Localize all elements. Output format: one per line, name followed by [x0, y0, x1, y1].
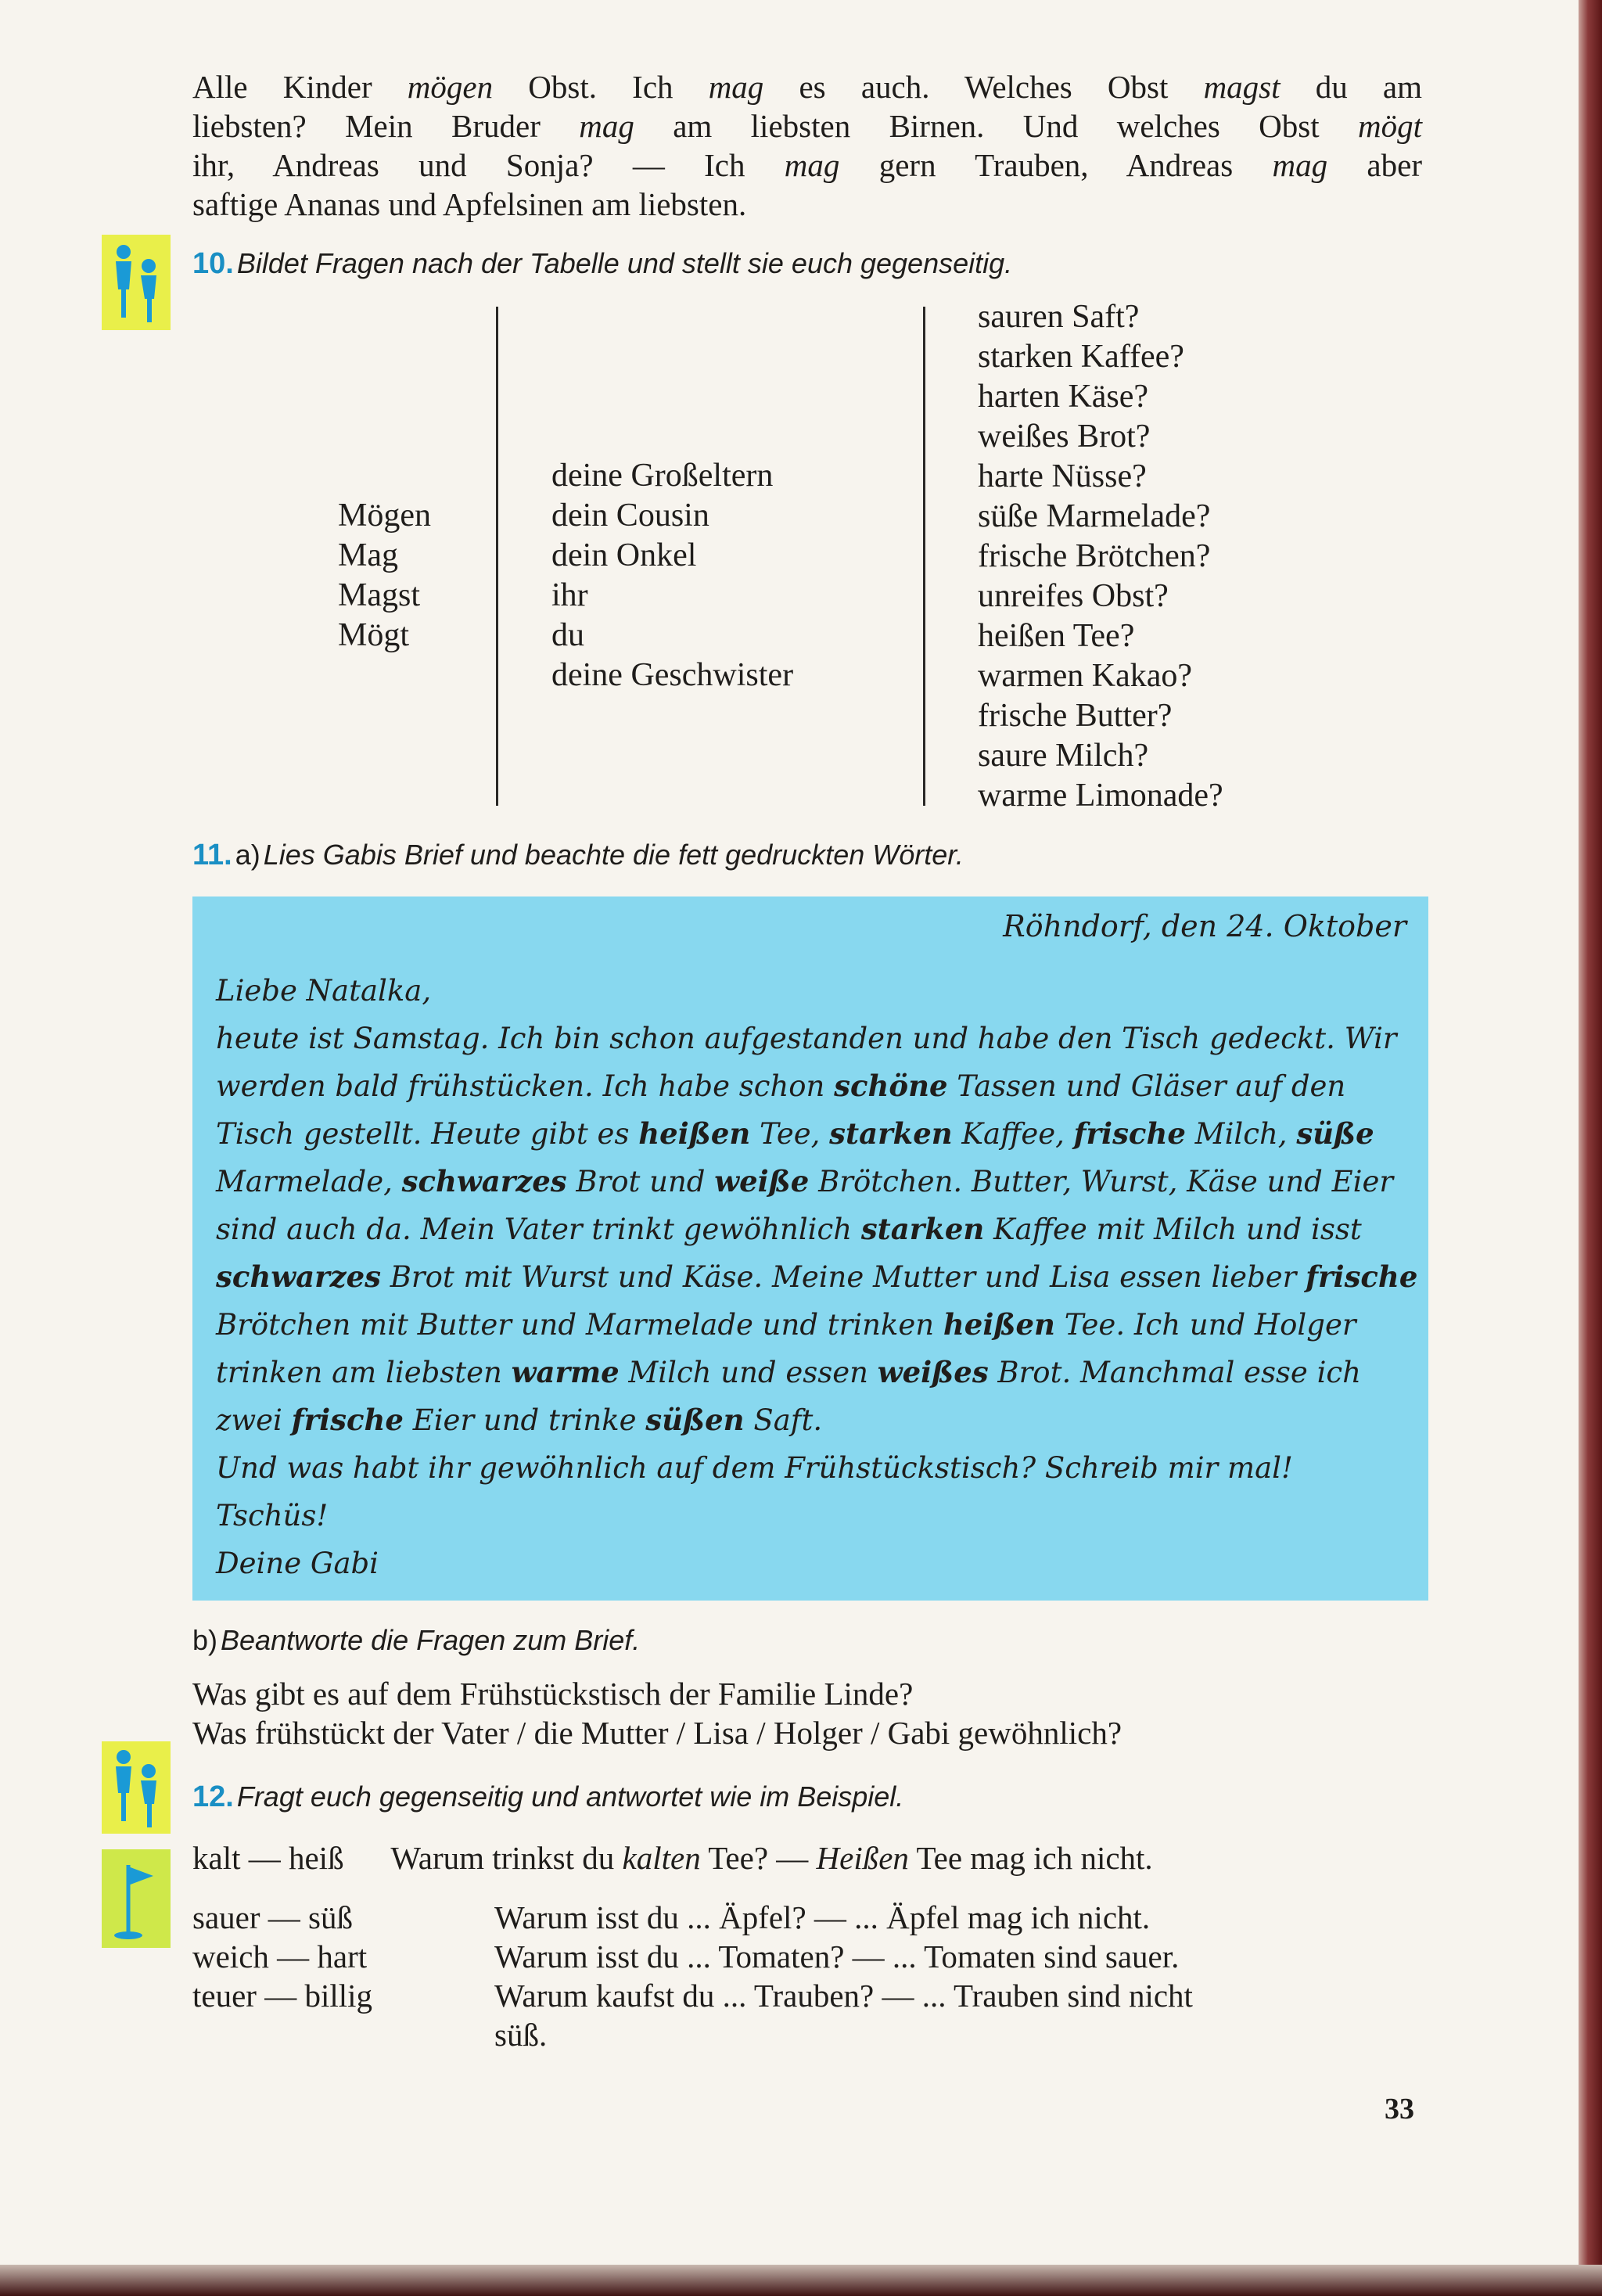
table-cell-object: frische Brötchen?	[978, 538, 1211, 574]
exercise-sentence: Warum isst du ... Äpfel? — ... Äpfel mag ich nicht.	[494, 1899, 1151, 1935]
example-row	[192, 1838, 1153, 1877]
table-cell-object: frische Butter?	[978, 698, 1173, 734]
intro-line: liebsten? Mein Bruder mag am liebsten Birnen. Und welches Obst mögt	[192, 108, 1422, 144]
task-instruction: Lies Gabis Brief und beachte die fett gedruckten Wörter.	[263, 839, 964, 871]
question-line: Was frühstückt der Vater / die Mutter / Lisa / Holger / Gabi gewöhnlich?	[192, 1715, 1122, 1751]
letter-signature: Deine Gabi	[216, 1547, 379, 1580]
pair-work-icon	[102, 235, 171, 330]
book-bottom-edge	[0, 2265, 1602, 2296]
letter-line: sind auch da. Mein Vater trinkt gewöhnlich starken Kaffee mit Milch und isst	[216, 1212, 1362, 1246]
letter-box	[192, 896, 1428, 1601]
table-cell-verb: Mögt	[338, 617, 410, 653]
exercise-pair: weich — hart	[192, 1938, 368, 1974]
example-pair: kalt — heiß	[192, 1840, 344, 1876]
object-column	[978, 297, 1223, 816]
table-cell-object: saure Milch?	[978, 738, 1149, 774]
table-cell-subject: du	[551, 617, 584, 653]
letter-line: schwarzes Brot mit Wurst und Käse. Meine Mutter und Lisa essen lieber frische	[216, 1259, 1418, 1294]
verb-column	[338, 496, 431, 656]
letter-body	[216, 967, 1418, 1587]
letter-line: werden bald frühstücken. Ich habe schon schöne Tassen und Gläser auf den	[216, 1069, 1346, 1103]
exercise-sentence: Warum isst du ... Tomaten? — ... Tomaten sind sauer.	[494, 1938, 1180, 1974]
table-divider	[496, 307, 498, 806]
intro-line: Alle Kinder mögen Obst. Ich mag es auch. Welches Obst magst du am	[192, 69, 1422, 105]
task-number: 12.	[192, 1780, 234, 1813]
subject-column	[551, 456, 793, 695]
table-cell-object: weißes Brot?	[978, 419, 1151, 455]
letter-line: Marmelade, schwarzes Brot und weiße Brötchen. Butter, Wurst, Käse und Eier	[216, 1164, 1394, 1198]
table-cell-verb: Mag	[338, 537, 398, 573]
letter-line: Und was habt ihr gewöhnlich auf dem Frühstückstisch? Schreib mir mal!	[216, 1451, 1293, 1485]
question-line: Was gibt es auf dem Frühstückstisch der Familie Linde?	[192, 1676, 914, 1712]
table-cell-object: sauren Saft?	[978, 299, 1140, 335]
exercise-pair: sauer — süß	[192, 1899, 353, 1935]
letter-line: zwei frische Eier und trinke süßen Saft.	[216, 1403, 823, 1437]
table-cell-verb: Magst	[338, 577, 420, 613]
table-cell-subject: dein Cousin	[551, 498, 709, 534]
task-11-heading	[192, 839, 964, 872]
letter-line: trinken am liebsten warme Milch und essen weißes Brot. Manchmal esse ich	[216, 1355, 1361, 1389]
table-cell-object: heißen Tee?	[978, 618, 1135, 654]
table-cell-verb: Mögen	[338, 498, 431, 534]
task-11b-heading	[192, 1624, 640, 1657]
task-number: 10.	[192, 247, 234, 280]
table-cell-subject: ihr	[551, 577, 588, 613]
table-cell-object: warme Limonade?	[978, 778, 1223, 814]
table-cell-object: unreifes Obst?	[978, 578, 1169, 614]
part-label: b)	[192, 1624, 218, 1656]
page-number: 33	[1385, 2093, 1414, 2125]
letter-date: Röhndorf, den 24. Oktober	[1003, 909, 1406, 943]
task-number: 11.	[192, 839, 232, 871]
flag-icon	[102, 1849, 171, 1948]
table-divider	[923, 307, 925, 806]
table-cell-object: warmen Kakao?	[978, 658, 1193, 694]
intro-line: ihr, Andreas und Sonja? — Ich mag gern Trauben, Andreas mag aber	[192, 147, 1422, 183]
pair-work-icon	[102, 1741, 171, 1834]
example-sentence: Warum trinkst du kalten Tee? — Heißen Tee mag ich nicht.	[390, 1840, 1153, 1876]
intro-paragraph	[192, 67, 1422, 224]
table-cell-object: harten Käse?	[978, 379, 1149, 415]
exercise-pair: teuer — billig	[192, 1978, 373, 2014]
table-cell-object: starken Kaffee?	[978, 339, 1184, 375]
letter-line: heute ist Samstag. Ich bin schon aufgestanden und habe den Tisch gedeckt. Wir	[216, 1022, 1397, 1055]
letter-line: Tisch gestellt. Heute gibt es heißen Tee, starken Kaffee, frische Milch, süße	[216, 1116, 1374, 1151]
table-cell-subject: dein Onkel	[551, 537, 697, 573]
task-instruction: Bildet Fragen nach der Tabelle und stellt sie euch gegenseitig.	[236, 247, 1013, 279]
intro-line: saftige Ananas und Apfelsinen am liebsten.	[192, 186, 747, 222]
exercise-sentence: Warum kaufst du ... Trauben? — ... Trauben sind nicht	[494, 1978, 1193, 2014]
letter-greeting: Liebe Natalka,	[216, 974, 432, 1008]
table-cell-object: süße Marmelade?	[978, 498, 1211, 534]
table-cell-object: harte Nüsse?	[978, 458, 1147, 494]
letter-line: Brötchen mit Butter und Marmelade und trinken heißen Tee. Ich und Holger	[216, 1307, 1356, 1342]
task-12-heading	[192, 1780, 903, 1814]
table-cell-subject: deine Geschwister	[551, 657, 794, 693]
letter-closing: Tschüs!	[216, 1499, 329, 1532]
task-instruction: Fragt euch gegenseitig und antwortet wie im Beispiel.	[236, 1780, 904, 1813]
task-instruction: Beantworte die Fragen zum Brief.	[221, 1624, 641, 1656]
task-10-heading	[192, 247, 1012, 281]
page-edge	[1579, 0, 1602, 2296]
table-cell-subject: deine Großeltern	[551, 458, 774, 494]
part-label: a)	[235, 839, 260, 871]
exercise-continuation: süß.	[494, 2017, 548, 2053]
